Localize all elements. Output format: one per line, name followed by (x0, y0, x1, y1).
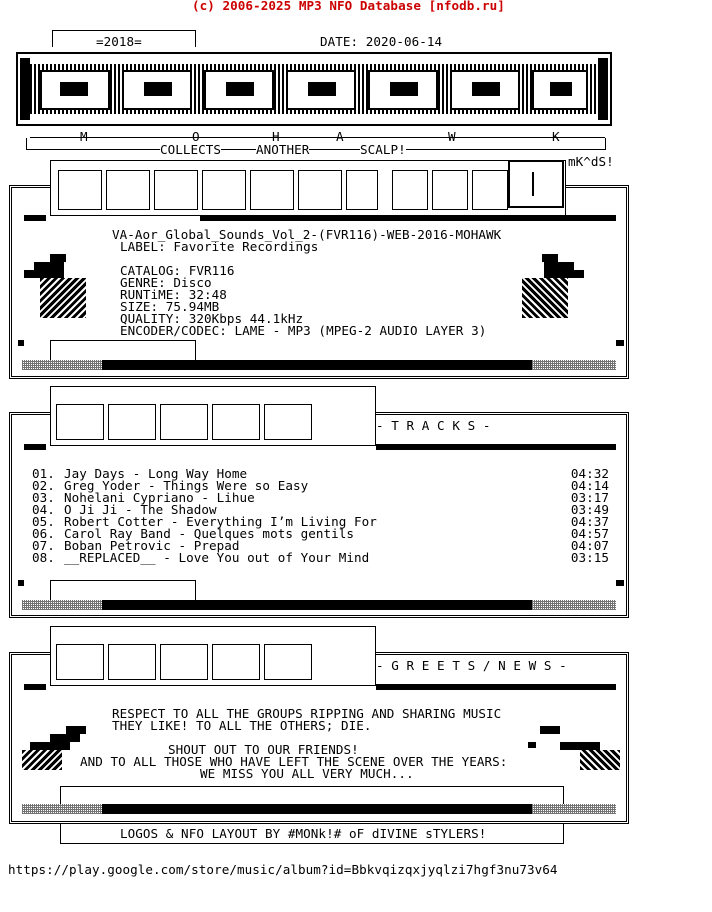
divider (195, 30, 196, 47)
progress-dither (22, 360, 102, 370)
track-title: Greg Yoder - Things Were so Easy (64, 478, 309, 493)
list-item (32, 552, 612, 564)
release-catalog: CATALOG: FVR116 (120, 263, 235, 278)
track-title: Jay Days - Long Way Home (64, 466, 248, 481)
greets-line: WE MISS YOU ALL VERY MUCH... (200, 766, 414, 781)
divider (26, 149, 606, 150)
group-letter: O (192, 129, 200, 144)
progress-bar (102, 600, 532, 610)
copyright-banner: (c) 2006-2025 MP3 NFO Database [nfodb.ru] (192, 0, 505, 13)
group-letter: M (80, 129, 88, 144)
greets-line: SHOUT OUT TO OUR FRIENDS! (168, 742, 359, 757)
divider (616, 340, 624, 346)
tracks-heading: - T R A C K S - (376, 418, 491, 433)
track-title: Nohelani Cypriano - Lihue (64, 490, 255, 505)
track-number: 04. (32, 502, 55, 517)
group-letter: A (336, 129, 344, 144)
slogan-word: ANOTHER (256, 142, 310, 157)
group-letter: K (552, 129, 560, 144)
progress-dither (532, 600, 616, 610)
divider (616, 580, 624, 586)
group-letter: W (448, 129, 456, 144)
release-name: VA-Aor_Global_Sounds_Vol_2-(FVR116)-WEB-2016-MOHAWK (112, 227, 502, 242)
track-title: Robert Cotter - Everything I’m Living For (64, 514, 377, 529)
track-duration: 04:32 (570, 466, 609, 481)
track-duration: 04:07 (570, 538, 609, 553)
release-genre: GENRE: Disco (120, 275, 212, 290)
progress-bar (102, 360, 532, 370)
divider (200, 215, 616, 221)
release-encoder: ENCODER/CODEC: LAME - MP3 (MPEG-2 AUDIO LAYER 3) (120, 323, 487, 338)
divider (52, 30, 53, 47)
year-tag: =2018= (96, 34, 142, 49)
track-title: Boban Petrovic - Prepad (64, 538, 240, 553)
track-title: O Ji Ji - The Shadow (64, 502, 217, 517)
author-tag: mK^dS! (568, 154, 614, 169)
greets-line: RESPECT TO ALL THE GROUPS RIPPING AND SHARING MUSIC (112, 706, 502, 721)
progress-dither (22, 804, 102, 814)
release-runtime: RUNTiME: 32:48 (120, 287, 227, 302)
track-number: 06. (32, 526, 55, 541)
divider (60, 786, 564, 804)
track-number: 02. (32, 478, 55, 493)
slogan-word: SCALP! (360, 142, 406, 157)
track-duration: 03:49 (570, 502, 609, 517)
track-duration: 03:15 (570, 550, 609, 565)
release-label: LABEL: Favorite Recordings (120, 239, 319, 254)
divider (50, 580, 196, 600)
greets-line: THEY LIKE! TO ALL THE OTHERS; DIE. (112, 718, 372, 733)
track-number: 03. (32, 490, 55, 505)
release-quality: QUALITY: 320Kbps 44.1kHz (120, 311, 304, 326)
track-number: 05. (32, 514, 55, 529)
divider (376, 444, 616, 450)
source-url-link[interactable]: https://play.google.com/store/music/album?id=Bbkvqizqxjyqlzi7hgf3nu73v64 (8, 862, 558, 877)
slogan-word: COLLECTS (160, 142, 222, 157)
progress-dither (532, 804, 616, 814)
track-title: Carol Ray Band - Quelques mots gentils (64, 526, 355, 541)
divider (18, 580, 24, 586)
progress-dither (22, 600, 102, 610)
divider (52, 30, 196, 31)
release-date: DATE: 2020-06-14 (320, 34, 443, 49)
divider (24, 684, 46, 690)
progress-bar (102, 804, 532, 814)
greets-heading: - G R E E T S / N E W S - (376, 658, 567, 673)
track-number: 08. (32, 550, 55, 565)
divider (24, 215, 46, 221)
credits-line: LOGOS & NFO LAYOUT BY #MONk!# oF dIVINE sTYLERS! (120, 826, 487, 841)
divider (50, 340, 196, 360)
greets-line: AND TO ALL THOSE WHO HAVE LEFT THE SCENE OVER THE YEARS: (80, 754, 508, 769)
release-size: SIZE: 75.94MB (120, 299, 220, 314)
track-number: 07. (32, 538, 55, 553)
divider (376, 684, 616, 690)
track-number: 01. (32, 466, 55, 481)
track-duration: 03:17 (570, 490, 609, 505)
track-duration: 04:37 (570, 514, 609, 529)
group-letter: H (272, 129, 280, 144)
divider (24, 444, 46, 450)
progress-dither (532, 360, 616, 370)
track-duration: 04:14 (570, 478, 609, 493)
divider (18, 340, 24, 346)
track-duration: 04:57 (570, 526, 609, 541)
track-title: __REPLACED__ - Love You out of Your Mind (64, 550, 370, 565)
